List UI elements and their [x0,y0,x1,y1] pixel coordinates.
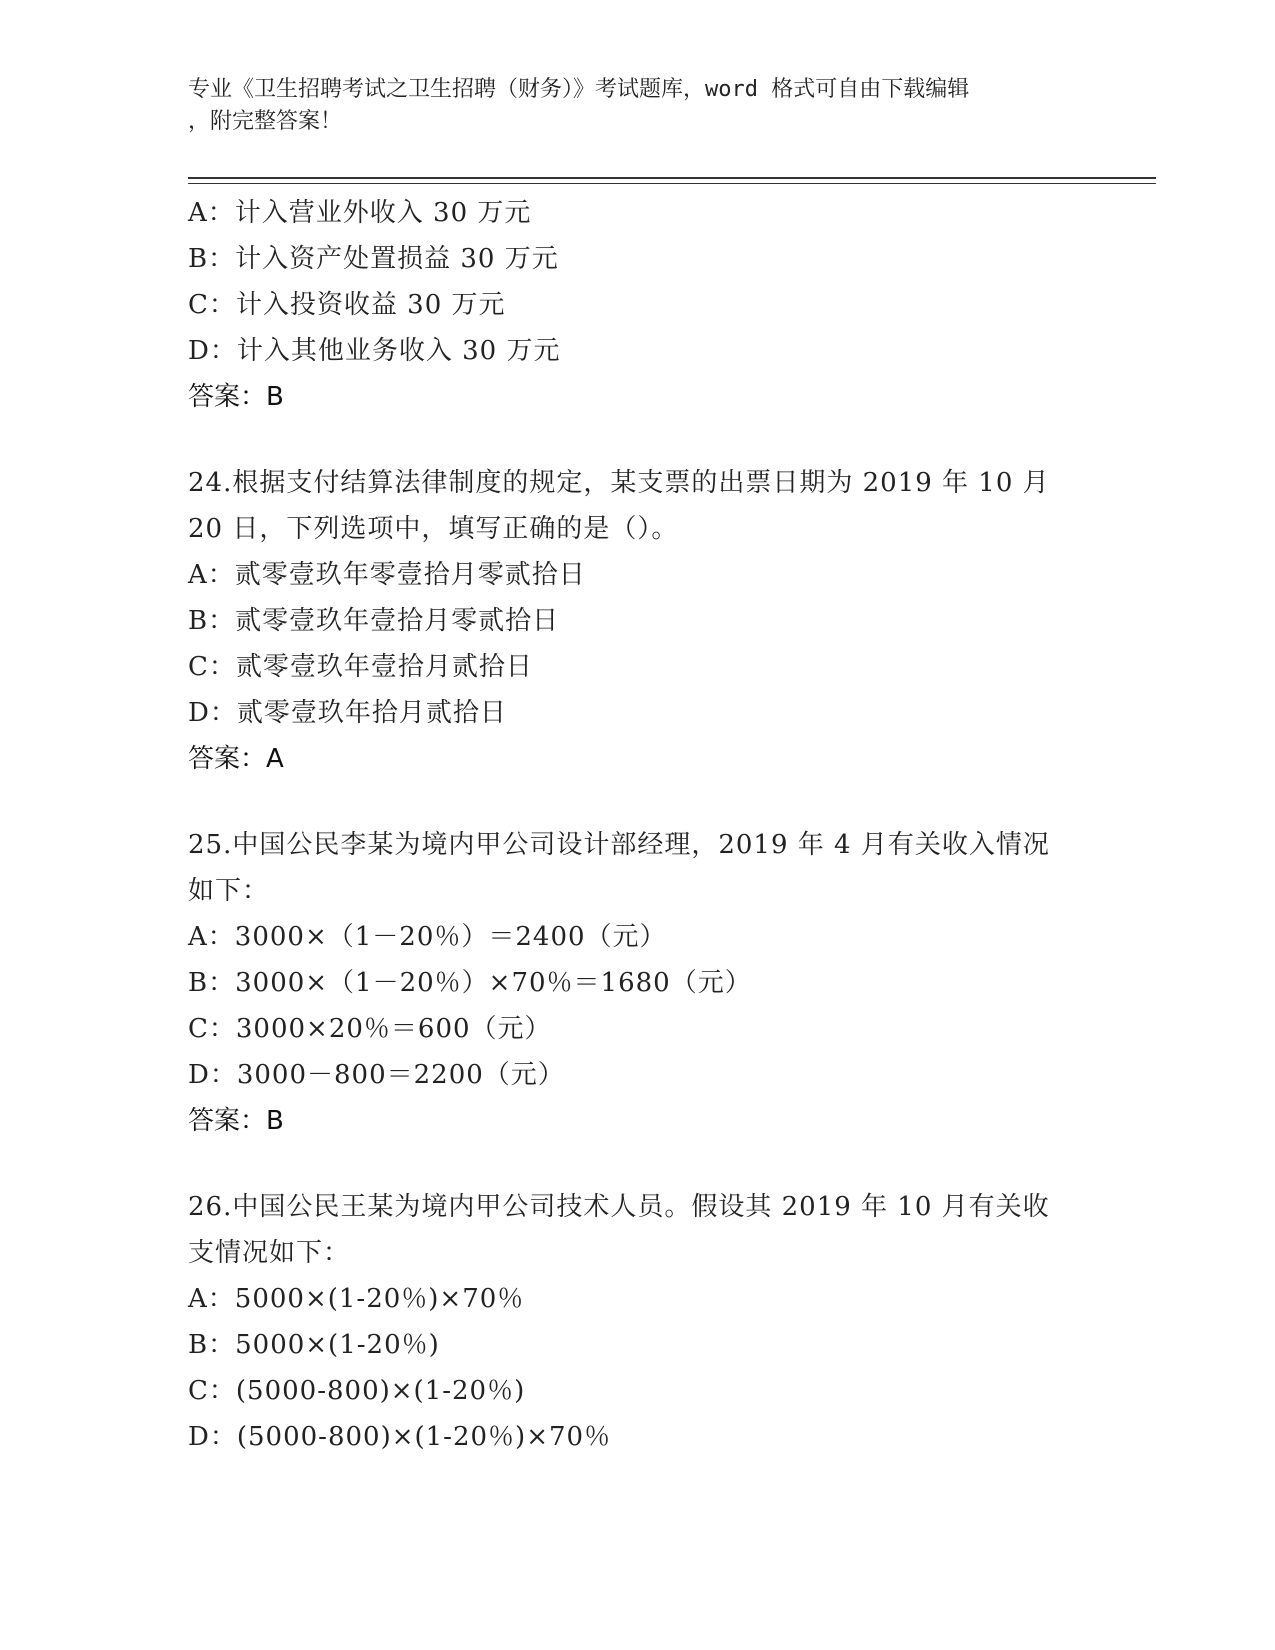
header-divider-thick [188,177,1156,179]
option-a: A：3000×（1－20％）＝2400（元） [188,922,667,952]
option-d: D：贰零壹玖年拾月贰拾日 [188,698,507,728]
option-c: C：3000×20％＝600（元） [188,1014,552,1044]
question-stem-line-2: 如下： [188,876,270,906]
question-25 [188,822,1088,1144]
spacer [188,782,1088,822]
question-stem-line-2: 支情况如下： [188,1238,351,1268]
header-divider-thin [188,183,1156,184]
option-d: D：3000－800＝2200（元） [188,1060,565,1090]
question-26 [188,1184,1088,1460]
question-stem-line-2: 20 日，下列选项中，填写正确的是（）。 [188,514,679,544]
option-c: C：计入投资收益 30 万元 [188,290,506,320]
option-b: B：3000×（1－20％）×70％＝1680（元） [188,968,752,998]
option-b: B：5000×(1-20％) [188,1330,440,1360]
header-line-1: 专业《卫生招聘考试之卫生招聘（财务）》考试题库，word 格式可自由下载编辑 [188,77,970,102]
spacer [188,420,1088,460]
question-stem-line-1: 25.中国公民李某为境内甲公司设计部经理，2019 年 4 月有关收入情况 [188,830,1050,860]
question-24 [188,460,1088,782]
question-stem-line-1: 26.中国公民王某为境内甲公司技术人员。假设其 2019 年 10 月有关收 [188,1192,1050,1222]
answer: 答案：B [188,382,284,412]
question-list [188,190,1088,1460]
answer: 答案：B [188,1106,284,1136]
option-b: B：贰零壹玖年壹拾月零贰拾日 [188,606,560,636]
option-a: A：5000×(1-20％)×70％ [188,1284,525,1314]
answer: 答案：A [188,744,284,774]
question-23 [188,190,1088,420]
question-stem-line-1: 24.根据支付结算法律制度的规定，某支票的出票日期为 2019 年 10 月 [188,468,1050,498]
option-a: A：计入营业外收入 30 万元 [188,198,532,228]
option-d: D：(5000-800)×(1-20％)×70％ [188,1422,612,1452]
option-c: C：(5000-800)×(1-20％) [188,1376,526,1406]
option-c: C：贰零壹玖年壹拾月贰拾日 [188,652,533,682]
option-a: A：贰零壹玖年零壹拾月零贰拾日 [188,560,586,590]
header-line-2: ，附完整答案！ [188,109,343,134]
spacer [188,1144,1088,1184]
option-d: D：计入其他业务收入 30 万元 [188,336,561,366]
option-b: B：计入资产处置损益 30 万元 [188,244,559,274]
page-header [188,74,1088,138]
